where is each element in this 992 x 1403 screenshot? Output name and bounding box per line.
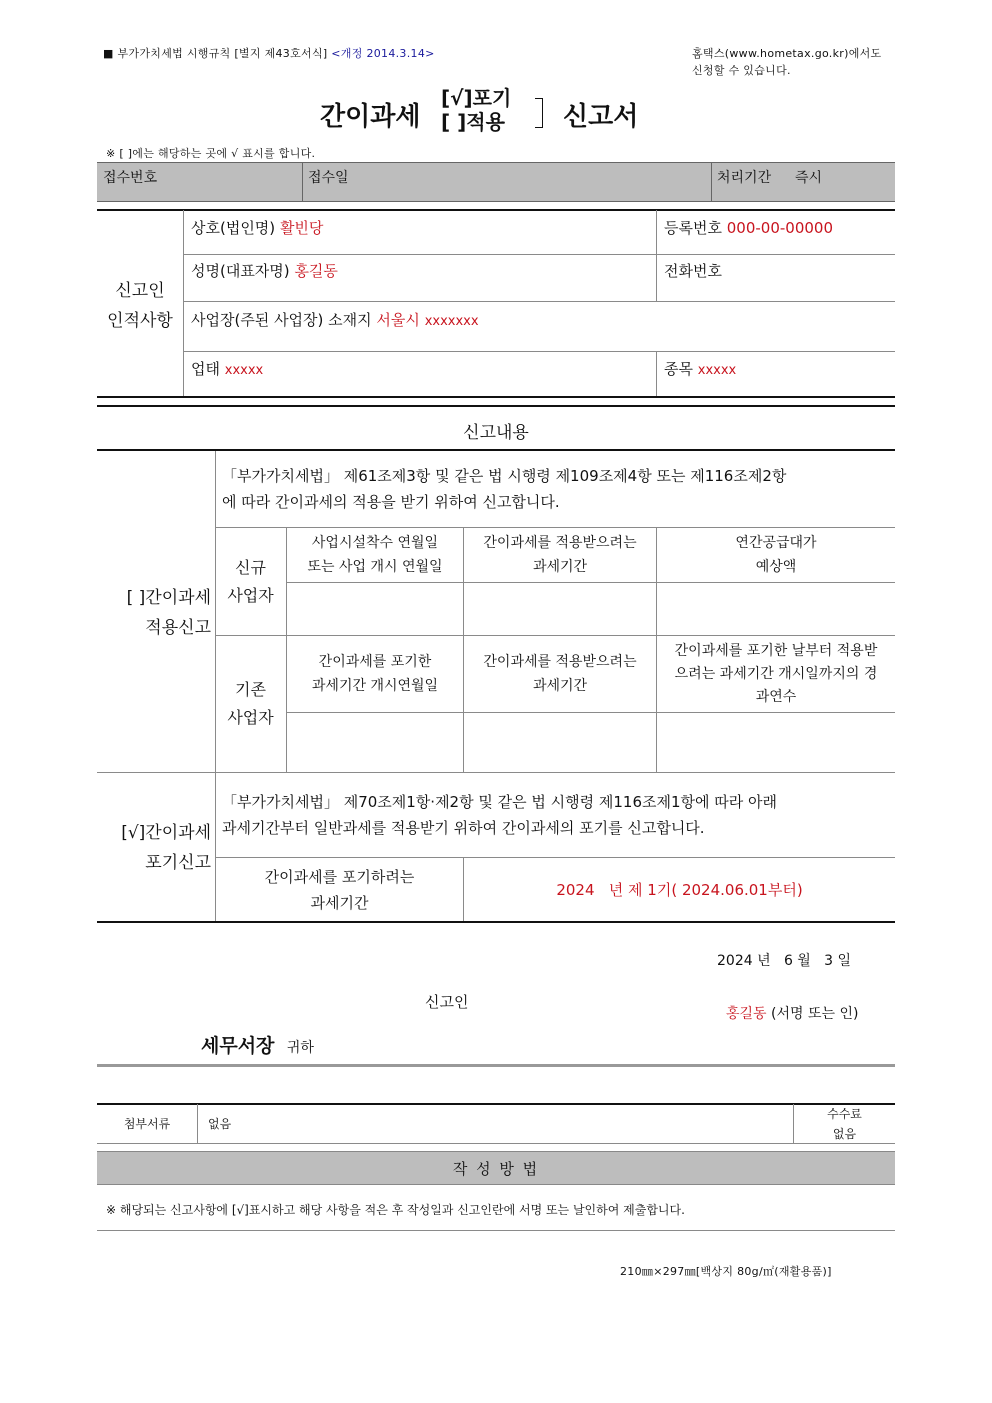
giveup-statement-line-2: 과세기간부터 일반과세를 적용받기 위하여 간이과세의 포기를 신고합니다. [222, 819, 705, 837]
divider [183, 301, 895, 302]
new-biz-label-1: 신규 [235, 557, 266, 577]
divider [97, 449, 895, 451]
apply-statement [222, 463, 890, 515]
title-option-giveup: [√]포기 [441, 86, 512, 110]
giveup-period-value[interactable]: 2024 년 제 1기( 2024.06.01부터) [556, 881, 803, 899]
paper-spec: 210㎜×297㎜[백상지 80g/㎡(재활용품)] [620, 1265, 832, 1278]
new-biz-label-2: 사업자 [227, 585, 274, 605]
revision-date: <개정 2014.3.14> [331, 47, 435, 60]
applicant-section-label [97, 276, 183, 336]
giveup-statement-line-1: 「부가가치세법」 제70조제1항·제2항 및 같은 법 시행령 제116조제1항에 따라 아래 [222, 793, 777, 811]
new-business-label [215, 528, 286, 635]
header-line: 과세기간 [532, 678, 588, 694]
existing-biz-header-tax-period [464, 636, 656, 712]
new-biz-start-date-input[interactable] [287, 583, 463, 635]
giveup-checkbox-label[interactable]: [√]간이과세 [121, 823, 211, 843]
period-label-line-1: 간이과세를 포기하려는 [264, 868, 415, 886]
address-detail: xxxxxxx [424, 314, 479, 329]
name-value: 홍길동 [294, 262, 338, 280]
divider [97, 1103, 895, 1105]
company-field[interactable] [191, 217, 323, 238]
name-label: 성명(대표자명) [191, 262, 290, 280]
business-type-value: xxxxx [224, 363, 264, 378]
divider [183, 254, 895, 255]
title-option-apply: [ ]적용 [441, 110, 505, 134]
fee [794, 1104, 895, 1144]
header-line: 간이과세를 적용받으려는 [483, 535, 637, 551]
address-city: 서울시 [376, 311, 420, 329]
reg-no-label: 등록번호 [664, 219, 722, 237]
divider [97, 1064, 895, 1067]
divider [711, 163, 712, 201]
fee-label: 수수료 [827, 1107, 862, 1121]
business-type-label: 업태 [191, 360, 220, 378]
check-note: ※ [ ]에는 해당하는 곳에 √ 표시를 합니다. [106, 147, 316, 160]
new-biz-tax-period-input[interactable] [464, 583, 656, 635]
sign-note: (서명 또는 인) [771, 1006, 859, 1022]
addressee-honorific: 귀하 [286, 1040, 314, 1056]
existing-biz-header-giveup-date [287, 636, 463, 712]
header-line: 간이과세를 포기한 [318, 654, 432, 670]
attachments-value[interactable]: 없음 [208, 1117, 232, 1131]
divider [97, 921, 895, 923]
hometax-line-1: 홈택스(www.hometax.go.kr)에서도 [692, 47, 882, 60]
title-suffix: 신고서 [563, 102, 639, 132]
header-line: 또는 사업 개시 연월일 [307, 559, 443, 575]
divider [183, 210, 184, 397]
header-line: 과세기간 개시연월일 [311, 678, 439, 694]
report-date[interactable]: 2024 년 6 월 3 일 [717, 953, 852, 969]
new-biz-supply-estimate-input[interactable] [657, 583, 895, 635]
divider [656, 210, 657, 301]
reporter-label: 신고인 [425, 993, 469, 1011]
header-line: 예상액 [755, 559, 797, 575]
apply-section-label[interactable] [97, 583, 211, 643]
giveup-statement [222, 789, 890, 841]
form-reference [103, 45, 435, 61]
header-line: 간이과세를 포기한 날부터 적용받 [674, 642, 878, 659]
divider [97, 1230, 895, 1231]
business-item-value: xxxxx [697, 363, 737, 378]
instructions-text: ※ 해당되는 신고사항에 [√]표시하고 해당 사항을 적은 후 작성일과 신고인란에 서명 또는 날인하여 제출합니다. [106, 1203, 685, 1217]
reg-no-field[interactable] [664, 217, 833, 238]
hometax-line-2: 신청할 수 있습니다. [692, 64, 791, 77]
divider [97, 405, 895, 407]
apply-statement-line-1: 「부가가치세법」 제61조제3항 및 같은 법 시행령 제109조제4항 또는 제116조제2항 [222, 467, 787, 485]
addressee [201, 1031, 314, 1058]
title-options [441, 86, 511, 134]
divider [97, 396, 895, 398]
instructions-title: 작 성 방 법 [97, 1151, 895, 1185]
header-line: 사업시설착수 연월일 [311, 535, 439, 551]
header-line: 과세기간 [532, 559, 588, 575]
reg-no-value: 000-00-00000 [726, 219, 834, 237]
apply-checkbox-label[interactable]: [ ]간이과세 [126, 588, 211, 608]
phone-label: 전화번호 [664, 262, 722, 280]
addressee-office: 세무서장 [201, 1035, 275, 1057]
header-line: 과연수 [755, 688, 797, 705]
existing-biz-elapsed-years-input[interactable] [657, 713, 895, 772]
company-label: 상호(법인명) [191, 219, 276, 237]
receipt-no-label: 접수번호 [103, 170, 158, 186]
page-title [320, 88, 660, 138]
existing-business-label [215, 636, 286, 772]
giveup-label-line-2: 포기신고 [145, 853, 211, 873]
divider [183, 351, 895, 352]
divider [97, 1143, 895, 1144]
header-line: 간이과세를 적용받으려는 [483, 654, 637, 670]
phone-field[interactable] [664, 260, 722, 281]
name-field[interactable] [191, 260, 338, 281]
existing-biz-label-1: 기존 [235, 680, 266, 699]
fee-value: 없음 [832, 1127, 857, 1141]
period-label-line-2: 과세기간 [310, 894, 369, 912]
apply-label-line-2: 적용신고 [145, 618, 211, 638]
new-biz-header-tax-period [464, 528, 656, 582]
apply-statement-line-2: 에 따라 간이과세의 적용을 받기 위하여 신고합니다. [222, 493, 560, 511]
receipt-date-label: 접수일 [308, 170, 349, 186]
existing-biz-label-2: 사업자 [227, 708, 274, 727]
existing-biz-header-elapsed-years [657, 636, 895, 712]
address-label: 사업장(주된 사업장) 소재지 [191, 311, 372, 329]
giveup-section-label[interactable] [97, 818, 211, 878]
new-biz-header-supply-estimate [657, 528, 895, 582]
reporter-signature[interactable] [726, 1003, 858, 1023]
title-prefix: 간이과세 [320, 102, 421, 132]
section-label-line-2: 인적사항 [107, 311, 173, 331]
section-label-line-1: 신고인 [115, 281, 165, 301]
divider [656, 351, 657, 397]
reporter-name: 홍길동 [726, 1006, 767, 1022]
existing-biz-tax-period-input[interactable] [464, 713, 656, 772]
company-value: 활빈당 [279, 219, 324, 237]
divider [97, 209, 895, 211]
divider [302, 163, 303, 201]
address-field[interactable] [191, 309, 479, 330]
giveup-period-label [216, 858, 463, 922]
existing-biz-giveup-date-input[interactable] [287, 713, 463, 772]
header-line: 연간공급대가 [735, 535, 817, 551]
attachments-label: 첨부서류 [123, 1117, 171, 1131]
report-section-title: 신고내용 [463, 423, 529, 443]
processing-period-label: 처리기간 [717, 170, 772, 186]
title-bracket [535, 98, 543, 128]
business-item-label: 종목 [664, 360, 693, 378]
business-type-field[interactable] [191, 358, 263, 379]
business-item-field[interactable] [664, 358, 736, 379]
header-line: 으려는 과세기간 개시일까지의 경 [674, 665, 878, 682]
receipt-band [97, 162, 895, 202]
processing-period-value: 즉시 [795, 170, 823, 186]
divider [197, 1104, 198, 1143]
new-biz-header-start-date [287, 528, 463, 582]
form-ref-text: ■ 부가가치세법 시행규칙 [별지 제43호서식] [103, 47, 328, 60]
hometax-notice [692, 45, 881, 79]
divider [97, 772, 895, 773]
